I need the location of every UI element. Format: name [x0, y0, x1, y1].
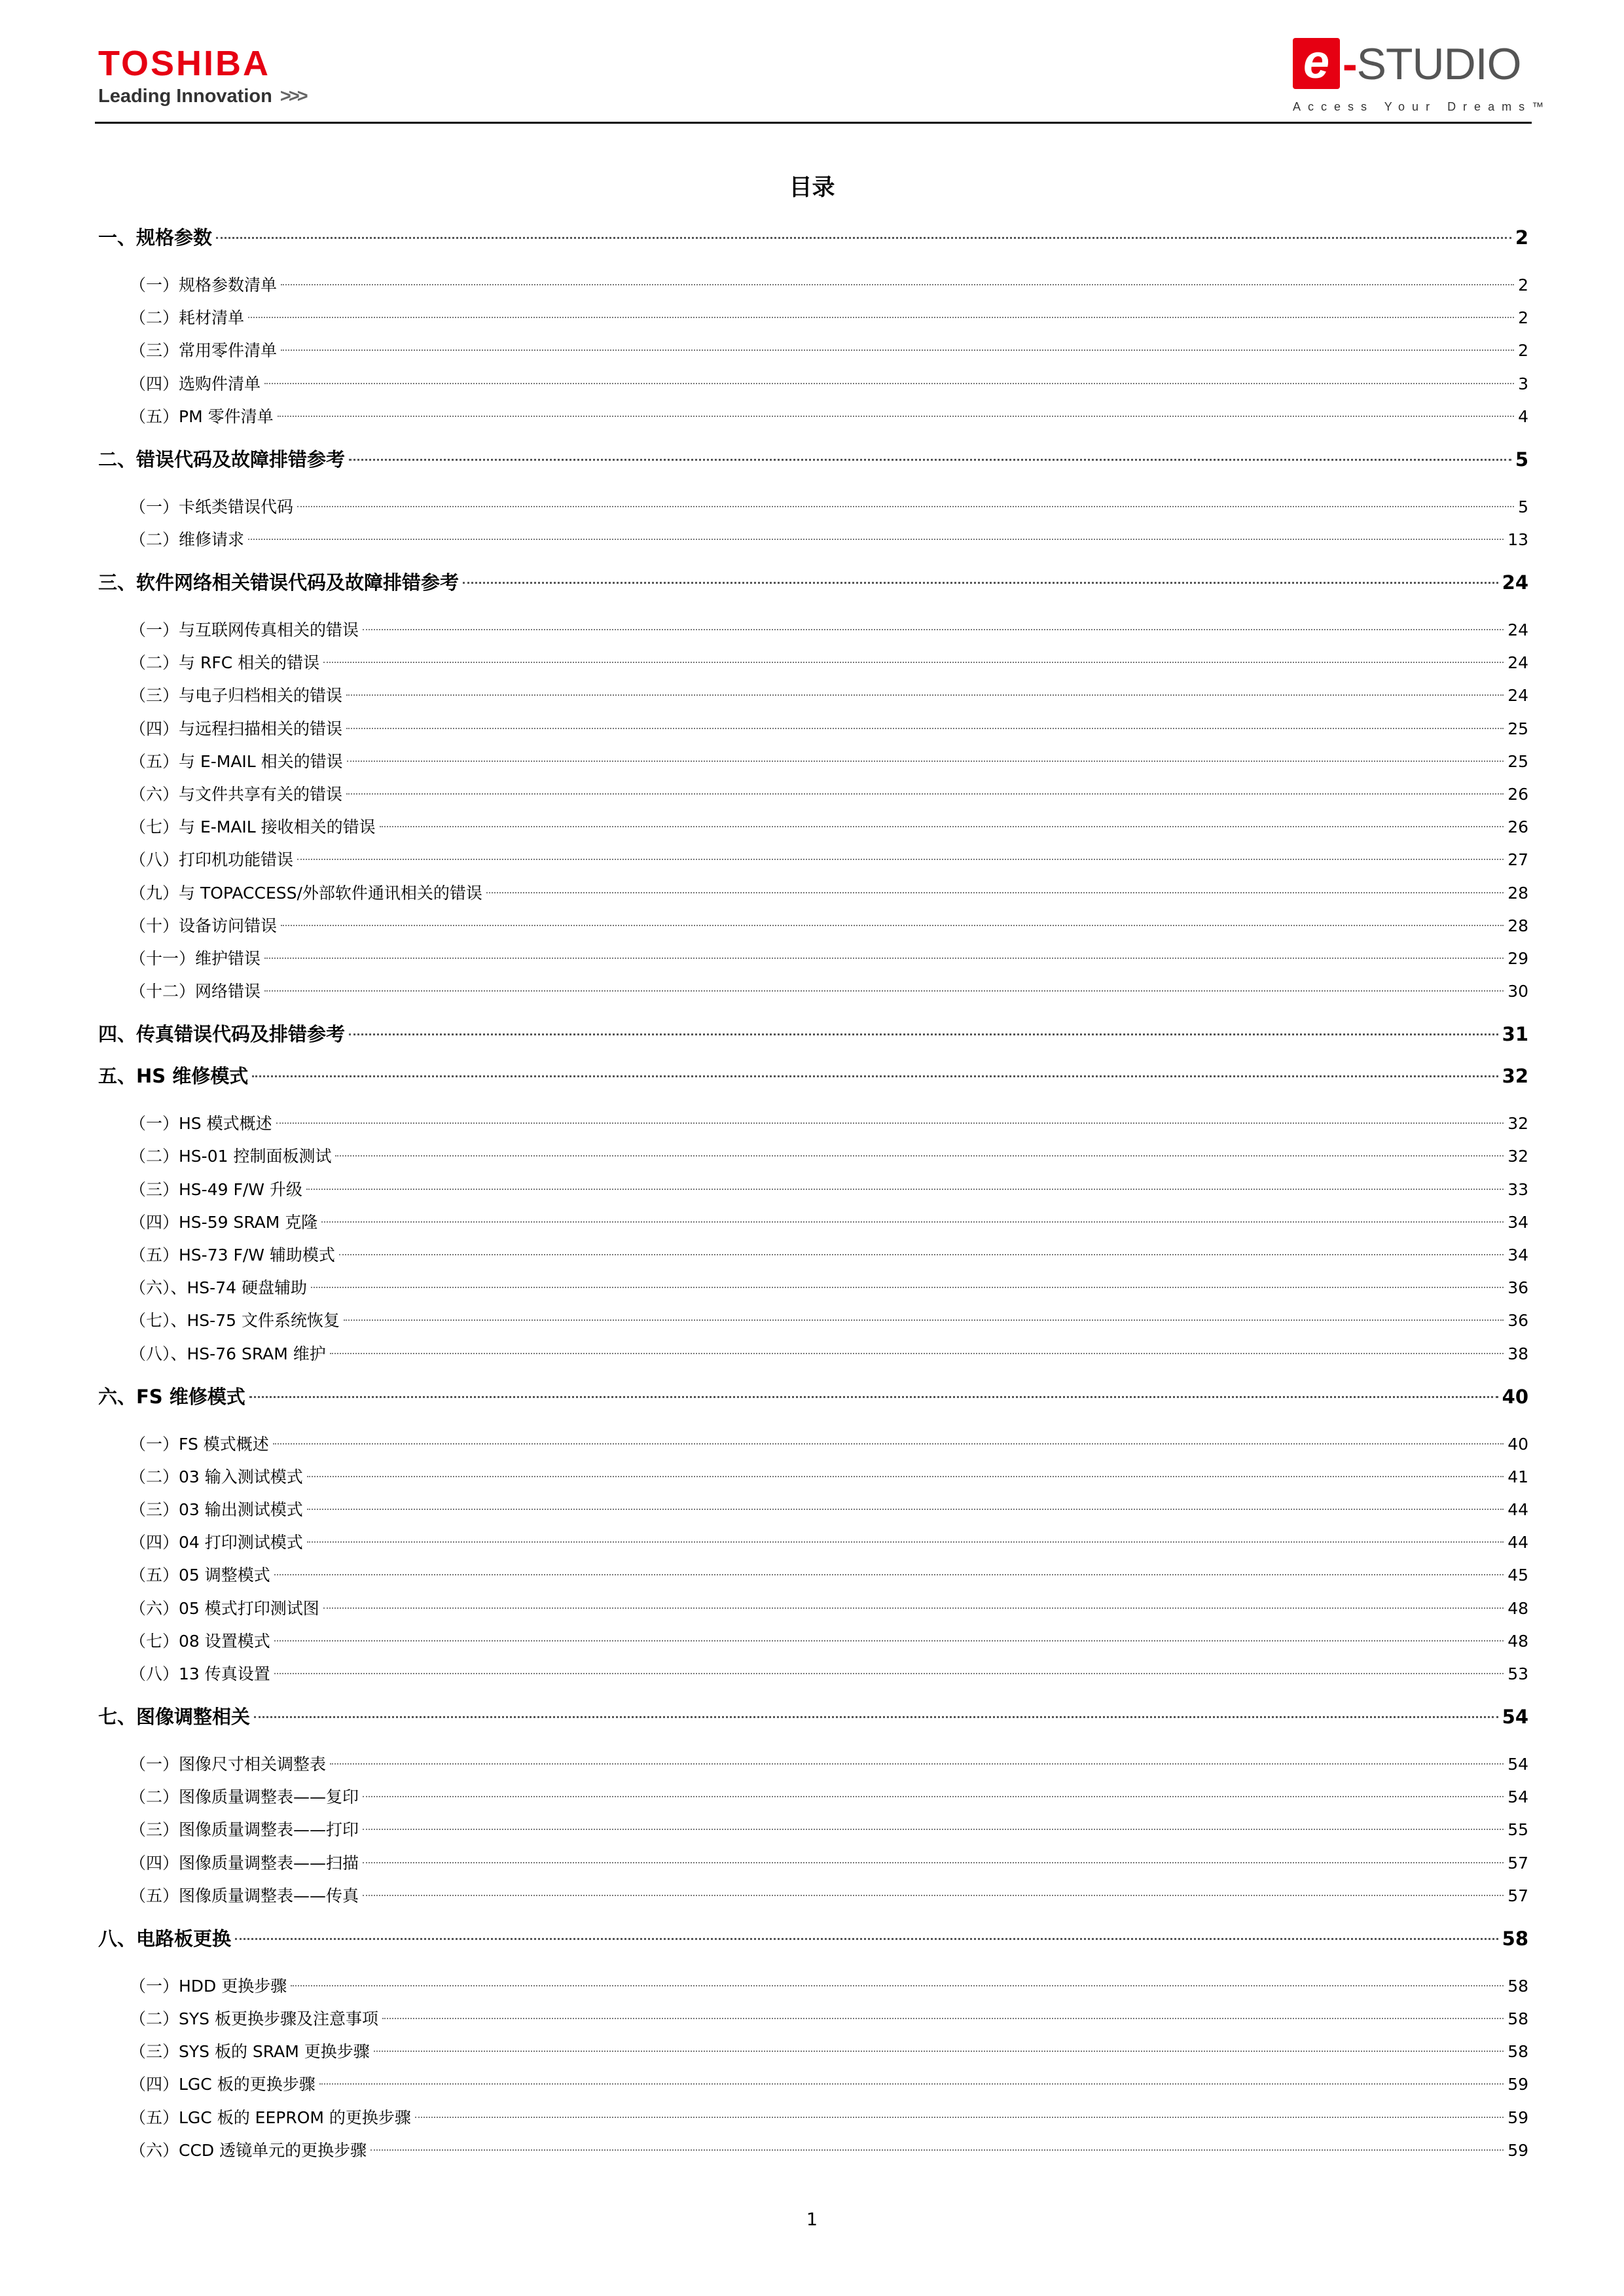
toc-item[interactable] [98, 1275, 1528, 1301]
toc-item-page: 5 [1518, 497, 1528, 516]
toc-leader [330, 1746, 1504, 1765]
toc-item-page: 32 [1507, 1147, 1528, 1166]
toc-item-page: 33 [1507, 1179, 1528, 1199]
toc-item-label: （六）与文件共享有关的错误 [130, 785, 343, 804]
toc-item-page: 24 [1507, 653, 1528, 673]
toc-item-page: 36 [1507, 1278, 1528, 1298]
toc-item[interactable] [98, 2006, 1528, 2032]
toc-item-label: （一）图像尺寸相关调整表 [130, 1755, 327, 1774]
toc-item[interactable] [98, 1530, 1528, 1556]
toc-item-page: 58 [1507, 2042, 1528, 2062]
toc-item-label: （五）图像质量调整表——传真 [130, 1886, 359, 1905]
toc-item[interactable] [98, 617, 1528, 643]
toc-item-page: 41 [1507, 1467, 1528, 1486]
toc-item[interactable] [98, 404, 1528, 430]
toc-item[interactable] [98, 749, 1528, 775]
toc-leader [264, 941, 1504, 959]
estudio-e-mark: e [1293, 38, 1340, 89]
toc-item-label: （九）与 TOPACCESS/外部软件通讯相关的错误 [130, 883, 482, 903]
toc-leader [306, 1172, 1504, 1190]
toc-leader [273, 1426, 1504, 1444]
toc-section-label: 八、电路板更换 [98, 1927, 232, 1950]
toc-item-label: （三）SYS 板的 SRAM 更换步骤 [130, 2042, 370, 2062]
toc-item[interactable] [98, 1883, 1528, 1909]
toc-section[interactable] [98, 1925, 1528, 1952]
toc-leader [380, 809, 1504, 827]
toc-item-page: 32 [1507, 1114, 1528, 1134]
toc-section-label: 五、HS 维修模式 [98, 1065, 249, 1088]
toc-item-label: （四）HS-59 SRAM 克隆 [130, 1212, 318, 1232]
toc-item[interactable] [98, 1751, 1528, 1778]
toshiba-logo: TOSHIBA [98, 44, 271, 83]
toc-leader [311, 1270, 1504, 1288]
toc-item-page: 29 [1507, 949, 1528, 968]
toc-item-page: 2 [1518, 341, 1528, 361]
toc-leader [363, 1812, 1504, 1830]
toc-leader [235, 1920, 1498, 1940]
toc-leader [382, 2001, 1504, 2019]
toc-item-page: 58 [1507, 1976, 1528, 1996]
toc-item[interactable] [98, 1628, 1528, 1655]
toc-item-label: （十）设备访问错误 [130, 916, 278, 935]
toc-leader [335, 1138, 1504, 1157]
toc-item[interactable] [98, 1850, 1528, 1876]
toc-item-page: 53 [1507, 1664, 1528, 1683]
toc-leader [349, 440, 1511, 461]
toc-item-label: （四）图像质量调整表——扫描 [130, 1853, 359, 1873]
toc-item-page: 24 [1507, 620, 1528, 639]
toc-section-page: 58 [1502, 1927, 1528, 1950]
toc-leader [249, 1378, 1498, 1398]
toc-item-page: 2 [1518, 276, 1528, 295]
toc-leader [323, 1590, 1504, 1609]
toc-leader [463, 564, 1498, 584]
toc-item-page: 26 [1507, 817, 1528, 837]
toc-item[interactable] [98, 1661, 1528, 1687]
toc-item-label: （八）13 传真设置 [130, 1664, 270, 1683]
toc-item-page: 57 [1507, 1853, 1528, 1873]
toc-item[interactable] [98, 978, 1528, 1005]
toc-item-label: （四）与远程扫描相关的错误 [130, 719, 343, 738]
table-of-contents [98, 0, 1551, 2296]
toc-leader [363, 1779, 1504, 1797]
toc-item-page: 25 [1507, 751, 1528, 771]
toc-item[interactable] [98, 683, 1528, 709]
toc-section-label: 二、错误代码及故障排错参考 [98, 448, 346, 471]
toc-leader [297, 842, 1504, 860]
toc-item-label: （六）CCD 透镜单元的更换步骤 [130, 2140, 367, 2160]
toc-item-page: 54 [1507, 1755, 1528, 1774]
tagline-text: Leading Innovation [98, 86, 272, 107]
toc-item-page: 36 [1507, 1311, 1528, 1331]
toc-item-page: 24 [1507, 686, 1528, 706]
toc-item-page: 34 [1507, 1212, 1528, 1232]
toc-title: 目录 [789, 175, 835, 201]
toc-item-page: 38 [1507, 1344, 1528, 1363]
toc-item-page: 48 [1507, 1598, 1528, 1618]
toc-leader [347, 744, 1504, 762]
toc-item-label: （三）HS-49 F/W 升级 [130, 1179, 302, 1199]
toc-item-page: 55 [1507, 1820, 1528, 1840]
toc-section-page: 5 [1515, 448, 1528, 471]
toc-item-page: 59 [1507, 2140, 1528, 2160]
toc-leader [319, 2066, 1504, 2085]
toc-item-page: 54 [1507, 1787, 1528, 1807]
toc-item[interactable] [98, 2105, 1528, 2131]
toc-item-label: （二）HS-01 控制面板测试 [130, 1147, 332, 1166]
toc-item-page: 57 [1507, 1886, 1528, 1905]
toc-section-label: 三、软件网络相关错误代码及故障排错参考 [98, 571, 460, 594]
toc-section-page: 24 [1502, 571, 1528, 594]
toc-item-page: 27 [1507, 850, 1528, 870]
tagline-arrows-icon: >>> [280, 86, 306, 107]
toc-item[interactable] [98, 1784, 1528, 1810]
toc-leader [281, 332, 1514, 351]
toc-item[interactable] [98, 1111, 1528, 1137]
toc-item[interactable] [98, 494, 1528, 520]
toc-item-page: 59 [1507, 2108, 1528, 2127]
toc-item-page: 28 [1507, 916, 1528, 935]
toc-item[interactable] [98, 1210, 1528, 1236]
toc-leader [297, 489, 1514, 507]
toc-section[interactable] [98, 569, 1528, 596]
toc-leader [370, 2132, 1504, 2151]
toc-item[interactable] [98, 1341, 1528, 1367]
toc-item-label: （三）与电子归档相关的错误 [130, 686, 343, 706]
toc-leader [281, 908, 1504, 926]
toc-leader [346, 776, 1504, 795]
toc-item-label: （二）与 RFC 相关的错误 [130, 653, 320, 673]
toc-item-page: 30 [1507, 982, 1528, 1001]
toc-leader [281, 267, 1514, 285]
toc-item-label: （十二）网络错误 [130, 982, 261, 1001]
toc-leader [248, 300, 1514, 318]
toc-leader [274, 1656, 1504, 1674]
toc-leader [363, 1845, 1504, 1863]
toc-section-page: 32 [1502, 1065, 1528, 1088]
toc-leader [321, 1204, 1504, 1223]
toc-item-page: 2 [1518, 308, 1528, 328]
toc-item[interactable] [98, 1562, 1528, 1588]
toc-leader [344, 1302, 1504, 1321]
toc-item[interactable] [98, 1817, 1528, 1843]
toc-item-page: 44 [1507, 1500, 1528, 1519]
toc-item-label: （二）03 输入测试模式 [130, 1467, 303, 1486]
toc-item[interactable] [98, 338, 1528, 364]
toc-item[interactable] [98, 1308, 1528, 1334]
toc-section[interactable] [98, 1062, 1528, 1089]
toc-leader [349, 1015, 1498, 1035]
estudio-dash: - [1343, 39, 1357, 89]
toc-section[interactable] [98, 224, 1528, 251]
toc-item-page: 58 [1507, 2009, 1528, 2028]
toc-item-label: （四）04 打印测试模式 [130, 1533, 303, 1552]
toc-item[interactable] [98, 305, 1528, 331]
toc-item[interactable] [98, 913, 1528, 939]
toc-item[interactable] [98, 371, 1528, 397]
toc-section-page: 40 [1502, 1385, 1528, 1408]
toc-leader [363, 612, 1504, 630]
toc-section[interactable] [98, 446, 1528, 473]
estudio-slogan: Access Your Dreams™ [1293, 100, 1551, 113]
toc-leader [274, 1557, 1504, 1575]
toc-item-page: 4 [1518, 406, 1528, 426]
toc-item[interactable] [98, 2039, 1528, 2065]
toc-item[interactable] [98, 1143, 1528, 1170]
toc-leader [254, 1698, 1498, 1718]
toc-leader [248, 522, 1504, 540]
toc-item[interactable] [98, 1177, 1528, 1203]
toc-item-label: （四）LGC 板的更换步骤 [130, 2075, 316, 2094]
toc-item-label: （一）卡纸类错误代码 [130, 497, 294, 516]
toc-leader [346, 677, 1504, 696]
toc-item-label: （一）HDD 更换步骤 [130, 1976, 287, 1996]
toc-item-page: 48 [1507, 1631, 1528, 1651]
toc-leader [323, 645, 1504, 663]
estudio-word: STUDIO [1356, 39, 1521, 89]
toc-item-label: （七）与 E-MAIL 接收相关的错误 [130, 817, 376, 837]
toc-item-label: （一）与互联网传真相关的错误 [130, 620, 359, 639]
toc-item-label: （七）、HS-75 文件系统恢复 [130, 1311, 340, 1331]
toc-item[interactable] [98, 946, 1528, 972]
toc-item-page: 25 [1507, 719, 1528, 738]
page-number: 1 [806, 2210, 818, 2230]
toc-item[interactable] [98, 781, 1528, 808]
toc-item-label: （六）、HS-74 硬盘辅助 [130, 1278, 307, 1298]
toc-section[interactable] [98, 1703, 1528, 1730]
toc-item-label: （五）PM 零件清单 [130, 406, 274, 426]
toc-leader [415, 2100, 1504, 2118]
toc-item-label: （二）SYS 板更换步骤及注意事项 [130, 2009, 378, 2028]
toc-item-label: （一）HS 模式概述 [130, 1114, 272, 1134]
toc-item-label: （二）维修请求 [130, 530, 245, 549]
toc-item-label: （五）与 E-MAIL 相关的错误 [130, 751, 343, 771]
toc-item-label: （六）05 模式打印测试图 [130, 1598, 319, 1618]
toc-item[interactable] [98, 650, 1528, 676]
toc-leader [330, 1336, 1504, 1354]
toc-section-label: 四、传真错误代码及排错参考 [98, 1023, 346, 1046]
toc-item[interactable] [98, 527, 1528, 553]
toc-item-page: 34 [1507, 1246, 1528, 1265]
toc-leader [346, 711, 1504, 729]
toc-leader [264, 973, 1504, 992]
toc-item[interactable] [98, 1596, 1528, 1622]
toc-item-page: 3 [1518, 374, 1528, 393]
toc-item-label: （二）图像质量调整表——复印 [130, 1787, 359, 1807]
toc-item-page: 13 [1507, 530, 1528, 549]
toc-item-label: （三）03 输出测试模式 [130, 1500, 303, 1519]
toc-item-label: （二）耗材清单 [130, 308, 245, 328]
toc-leader [216, 219, 1511, 239]
toc-item-label: （一）FS 模式概述 [130, 1434, 269, 1454]
toc-item[interactable] [98, 2138, 1528, 2164]
toc-item-label: （十一）维护错误 [130, 949, 261, 968]
toc-section-label: 六、FS 维修模式 [98, 1385, 245, 1408]
toc-item-page: 26 [1507, 785, 1528, 804]
toc-item[interactable] [98, 272, 1528, 298]
toc-leader [374, 2034, 1504, 2052]
toc-item-page: 40 [1507, 1434, 1528, 1454]
toc-item-label: （三）图像质量调整表——打印 [130, 1820, 359, 1840]
toc-item-page: 44 [1507, 1533, 1528, 1552]
toc-section[interactable] [98, 1020, 1528, 1047]
toc-section-page: 31 [1502, 1023, 1528, 1046]
toc-item[interactable] [98, 880, 1528, 906]
toc-item-label: （八）打印机功能错误 [130, 850, 294, 870]
toc-item-label: （八）、HS-76 SRAM 维护 [130, 1344, 326, 1363]
toc-item-page: 28 [1507, 883, 1528, 903]
toc-leader [307, 1459, 1504, 1477]
toc-item[interactable] [98, 1242, 1528, 1268]
toc-leader [274, 1623, 1504, 1641]
toc-item[interactable] [98, 2072, 1528, 2098]
toc-item-label: （三）常用零件清单 [130, 341, 278, 361]
toc-section-page: 2 [1515, 226, 1528, 249]
toc-item-label: （五）LGC 板的 EEPROM 的更换步骤 [130, 2108, 411, 2127]
toc-item[interactable] [98, 1431, 1528, 1458]
toc-item-page: 59 [1507, 2075, 1528, 2094]
toc-item-label: （五）05 调整模式 [130, 1566, 270, 1585]
toc-item-label: （五）HS-73 F/W 辅助模式 [130, 1246, 335, 1265]
toc-leader [278, 399, 1515, 417]
toc-section-page: 54 [1502, 1706, 1528, 1728]
toc-item[interactable] [98, 1497, 1528, 1523]
toc-leader [307, 1492, 1504, 1510]
toc-leader [276, 1105, 1504, 1124]
toc-section-label: 一、规格参数 [98, 226, 213, 249]
toc-leader [291, 1968, 1504, 1986]
toc-item[interactable] [98, 847, 1528, 873]
toc-item[interactable] [98, 814, 1528, 840]
toc-leader [307, 1524, 1504, 1543]
toc-section[interactable] [98, 1383, 1528, 1410]
toc-item-label: （四）选购件清单 [130, 374, 261, 393]
toc-leader [486, 875, 1504, 893]
toc-item[interactable] [98, 1973, 1528, 2000]
toc-item-page: 45 [1507, 1566, 1528, 1585]
toc-leader [363, 1878, 1504, 1896]
toc-item-label: （七）08 设置模式 [130, 1631, 270, 1651]
toc-item[interactable] [98, 1464, 1528, 1490]
toc-leader [252, 1057, 1498, 1077]
toc-item[interactable] [98, 716, 1528, 742]
toc-leader [264, 366, 1514, 384]
toc-item-label: （一）规格参数清单 [130, 276, 278, 295]
toc-leader [339, 1237, 1504, 1255]
toc-section-label: 七、图像调整相关 [98, 1706, 251, 1728]
